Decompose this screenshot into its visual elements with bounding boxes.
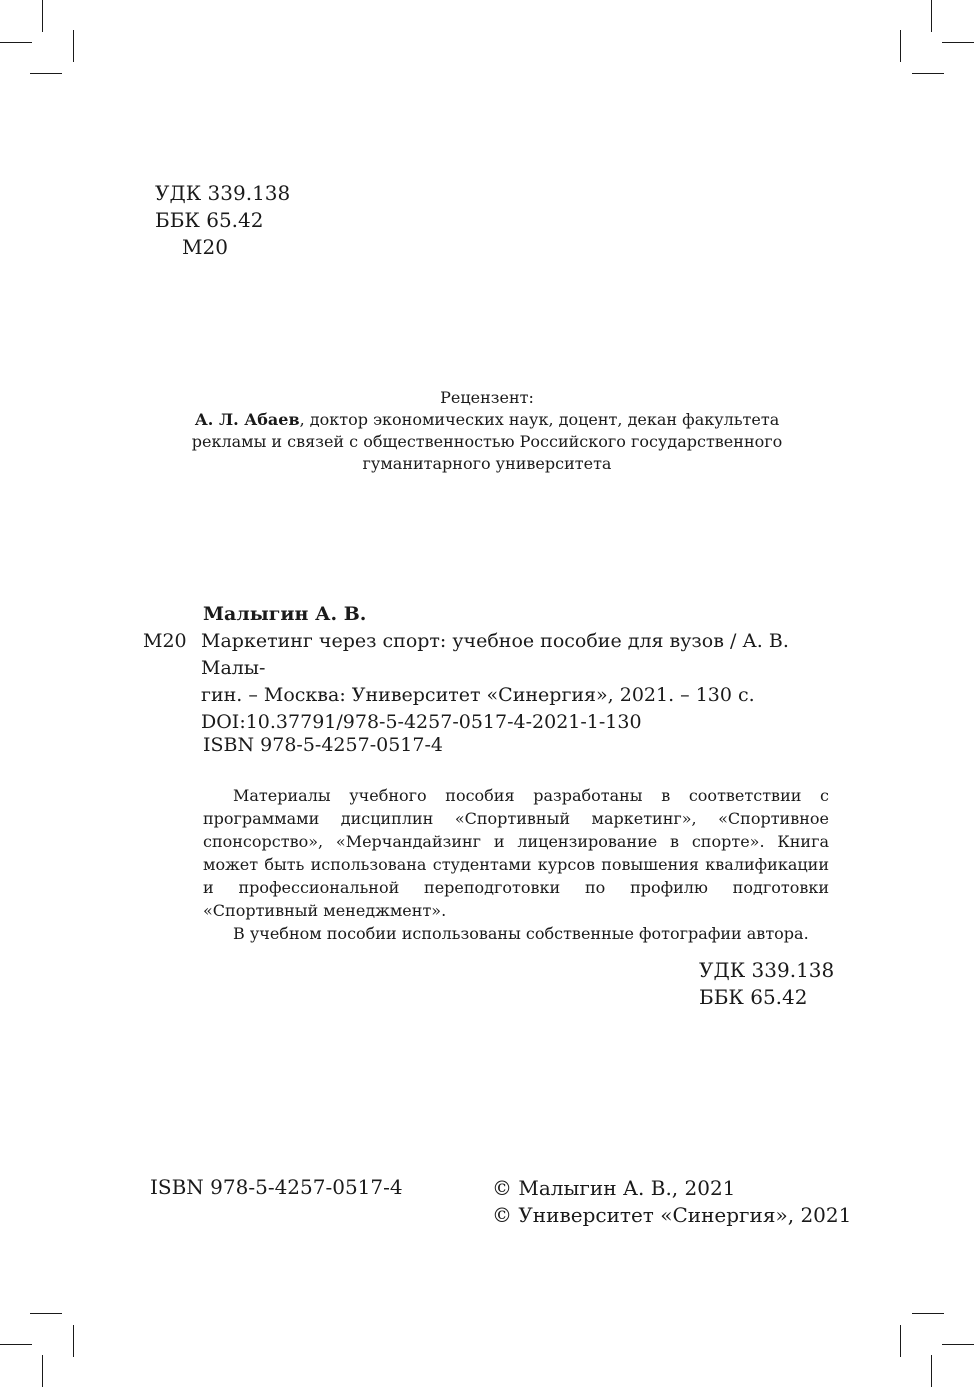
crop-mark — [931, 1355, 932, 1387]
copyright-block — [492, 1175, 851, 1229]
crop-mark — [931, 0, 932, 32]
crop-mark — [912, 1313, 944, 1314]
crop-mark — [73, 1325, 74, 1357]
reviewer-heading: Рецензент: — [440, 388, 534, 407]
crop-mark — [30, 1313, 62, 1314]
bibliographic-record — [143, 628, 821, 736]
footer-isbn: ISBN 978-5-4257-0517-4 — [150, 1175, 403, 1199]
annotation-paragraph: В учебном пособии использованы собственные фотографии автора. — [233, 924, 809, 943]
crop-mark — [30, 73, 62, 74]
annotation-paragraph: Материалы учебного пособия разработаны в соответствии с программами дисциплин «Спортивный маркетинг», «Спортивное спонсорство», «Мерчандайзинг и лицензирование в спорте». Книга может быть использована студентами курсов повышения квалификации и профессиональной переподготовки по профилю подготовки «Спортивный менеджмент». — [203, 786, 829, 920]
crop-mark — [900, 30, 901, 62]
udk-code: УДК 339.138 — [155, 181, 291, 205]
classification-bottom — [699, 957, 834, 1011]
bbk-code: ББК 65.42 — [155, 208, 264, 232]
bbk-code: ББК 65.42 — [699, 985, 808, 1009]
reviewer-block — [150, 387, 824, 475]
copyright-publisher: © Университет «Синергия», 2021 — [492, 1203, 852, 1227]
author-mark: М20 — [182, 235, 228, 259]
annotation — [203, 784, 829, 945]
crop-mark — [912, 73, 944, 74]
reviewer-title: , доктор экономических наук, доцент, декан факультета — [299, 410, 780, 429]
classification-top — [155, 180, 290, 261]
reviewer-line-2: рекламы и связей с общественностью Российского государственного — [191, 432, 783, 451]
crop-mark — [73, 30, 74, 62]
bibliographic-code: М20 — [143, 630, 187, 652]
isbn: ISBN 978-5-4257-0517-4 — [203, 734, 443, 756]
reviewer-line-1 — [150, 409, 824, 431]
book-author: Малыгин А. В. — [203, 603, 367, 625]
reviewer-line-3: гуманитарного университета — [362, 454, 612, 473]
crop-mark — [900, 1325, 901, 1357]
copyright-author: © Малыгин А. В., 2021 — [492, 1176, 736, 1200]
crop-mark — [0, 1344, 32, 1345]
crop-mark — [42, 1355, 43, 1387]
crop-mark — [942, 42, 974, 43]
crop-mark — [42, 0, 43, 32]
bibliographic-line-2: гин. – Москва: Университет «Синергия», 2021. – 130 с. — [201, 684, 755, 706]
crop-mark — [942, 1344, 974, 1345]
udk-code: УДК 339.138 — [699, 958, 835, 982]
bibliographic-line-1: Маркетинг через спорт: учебное пособие для вузов / А. В. Малы- — [201, 630, 789, 679]
crop-mark — [0, 42, 32, 43]
reviewer-name: А. Л. Абаев — [194, 410, 300, 429]
doi: DOI:10.37791/978-5-4257-0517-4-2021-1-130 — [201, 711, 642, 733]
